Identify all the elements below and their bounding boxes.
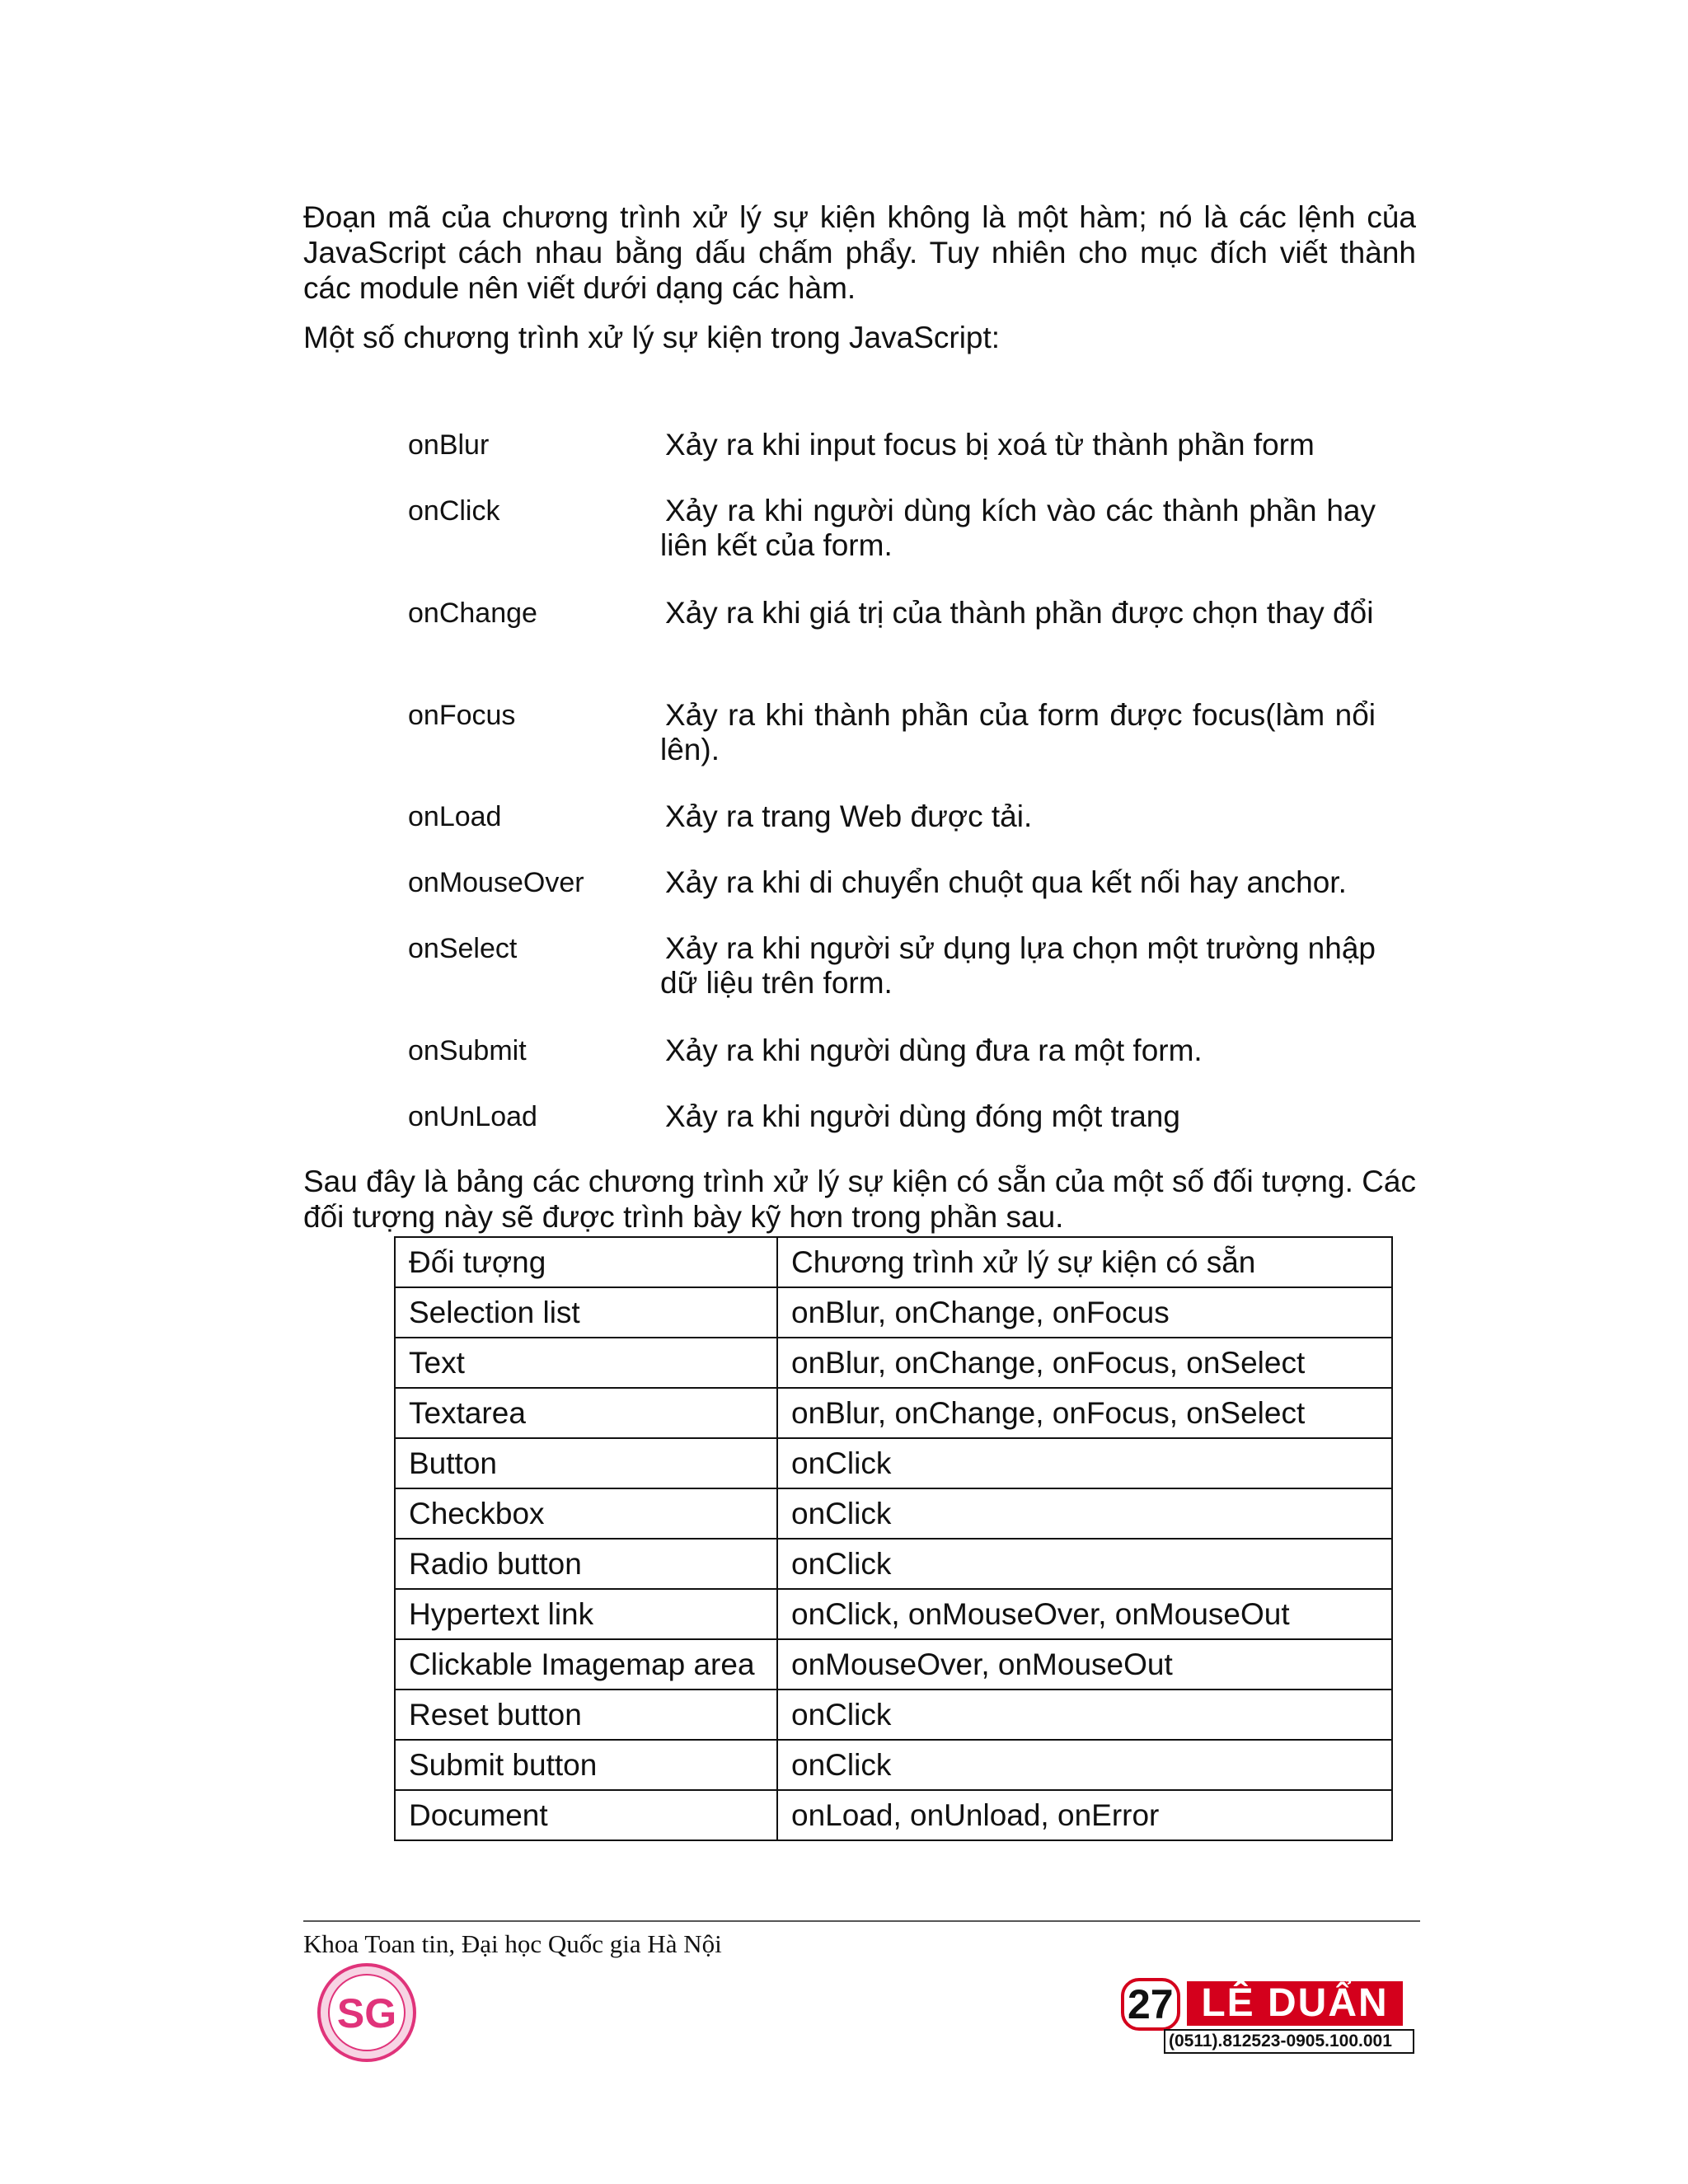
logo-name: LÊ DUẨN	[1187, 1981, 1403, 2026]
table-cell-handlers: onClick	[777, 1690, 1392, 1740]
event-name: onBlur	[408, 429, 490, 461]
event-item	[408, 494, 1381, 596]
table-header-cell: Đối tượng	[395, 1237, 777, 1287]
event-item	[408, 1033, 1381, 1099]
sg-logo-icon	[316, 1961, 419, 2064]
event-item	[408, 428, 1381, 494]
event-item	[408, 865, 1381, 931]
event-item	[408, 799, 1381, 865]
logo-phone: (0511).812523-0905.100.001	[1164, 2029, 1414, 2054]
table-cell-handlers: onClick	[777, 1488, 1392, 1539]
table-cell-handlers: onClick	[777, 1740, 1392, 1790]
event-name: onLoad	[408, 801, 502, 832]
table-row	[395, 1438, 1392, 1488]
event-description: Xảy ra khi người sử dụng lựa chọn một trường nhập dữ liệu trên form.	[660, 931, 1376, 1000]
event-name: onSubmit	[408, 1035, 527, 1066]
event-list	[408, 428, 1381, 1149]
table-cell-object: Hypertext link	[395, 1589, 777, 1639]
table-header-cell: Chương trình xử lý sự kiện có sẵn	[777, 1237, 1392, 1287]
table-cell-handlers: onLoad, onUnload, onError	[777, 1790, 1392, 1840]
logo-number: 27	[1121, 1978, 1180, 2031]
event-name: onFocus	[408, 700, 516, 731]
footer-text: Khoa Toan tin, Đại học Quốc gia Hà Nội	[303, 1929, 722, 1958]
table-row	[395, 1338, 1392, 1388]
table-intro-paragraph: Sau đây là bảng các chương trình xử lý sự kiện có sẵn của một số đối tượng. Các đối tượng này sẽ được trình bày kỹ hơn trong phần sau.	[303, 1165, 1416, 1234]
table-cell-handlers: onClick, onMouseOver, onMouseOut	[777, 1589, 1392, 1639]
table-cell-object: Radio button	[395, 1539, 777, 1589]
event-description: Xảy ra khi người dùng kích vào các thành phần hay liên kết của form.	[660, 494, 1376, 562]
event-name: onSelect	[408, 933, 518, 964]
table-cell-object: Button	[395, 1438, 777, 1488]
table-row	[395, 1589, 1392, 1639]
events-heading: Một số chương trình xử lý sự kiện trong JavaScript:	[303, 321, 1001, 354]
event-description: Xảy ra khi di chuyển chuột qua kết nối hay anchor.	[665, 865, 1347, 899]
table-row	[395, 1388, 1392, 1438]
table-row	[395, 1790, 1392, 1840]
event-description: Xảy ra khi thành phần của form được focus(làm nổi lên).	[660, 698, 1376, 766]
table-cell-handlers: onClick	[777, 1539, 1392, 1589]
intro-paragraph: Đoạn mã của chương trình xử lý sự kiện không là một hàm; nó là các lệnh của JavaScript cách nhau bằng dấu chấm phẩy. Tuy nhiên cho mục đích viết thành các module nên viết dưới dạng các hàm.	[303, 200, 1416, 305]
event-description: Xảy ra khi giá trị của thành phần được chọn thay đổi	[665, 596, 1374, 630]
event-description: Xảy ra khi input focus bị xoá từ thành phần form	[665, 428, 1315, 462]
object-events-table	[394, 1236, 1393, 1841]
table-row	[395, 1740, 1392, 1790]
table-cell-object: Checkbox	[395, 1488, 777, 1539]
event-description: Xảy ra khi người dùng đưa ra một form.	[665, 1033, 1203, 1067]
event-item	[408, 1099, 1381, 1149]
le-duan-logo	[1121, 1976, 1409, 2059]
event-name: onUnLoad	[408, 1101, 537, 1132]
table-cell-object: Textarea	[395, 1388, 777, 1438]
table-cell-handlers: onClick	[777, 1438, 1392, 1488]
table-cell-object: Document	[395, 1790, 777, 1840]
event-description: Xảy ra trang Web được tải.	[665, 799, 1033, 833]
table-header-row	[395, 1237, 1392, 1287]
event-item	[408, 698, 1381, 799]
table-cell-object: Clickable Imagemap area	[395, 1639, 777, 1690]
table-cell-handlers: onMouseOver, onMouseOut	[777, 1639, 1392, 1690]
table-cell-object: Selection list	[395, 1287, 777, 1338]
table-cell-object: Submit button	[395, 1740, 777, 1790]
event-name: onClick	[408, 495, 500, 527]
event-name: onChange	[408, 598, 537, 629]
sg-logo-text: SG	[336, 1990, 397, 2036]
event-item	[408, 596, 1381, 698]
event-description: Xảy ra khi người dùng đóng một trang	[665, 1099, 1180, 1133]
table-cell-handlers: onBlur, onChange, onFocus	[777, 1287, 1392, 1338]
table-row	[395, 1539, 1392, 1589]
table-row	[395, 1287, 1392, 1338]
table-cell-object: Text	[395, 1338, 777, 1388]
table-cell-object: Reset button	[395, 1690, 777, 1740]
footer-divider	[303, 1920, 1420, 1922]
table-cell-handlers: onBlur, onChange, onFocus, onSelect	[777, 1338, 1392, 1388]
event-name: onMouseOver	[408, 867, 584, 898]
event-item	[408, 931, 1381, 1033]
table-row	[395, 1488, 1392, 1539]
table-cell-handlers: onBlur, onChange, onFocus, onSelect	[777, 1388, 1392, 1438]
table-row	[395, 1690, 1392, 1740]
table-row	[395, 1639, 1392, 1690]
